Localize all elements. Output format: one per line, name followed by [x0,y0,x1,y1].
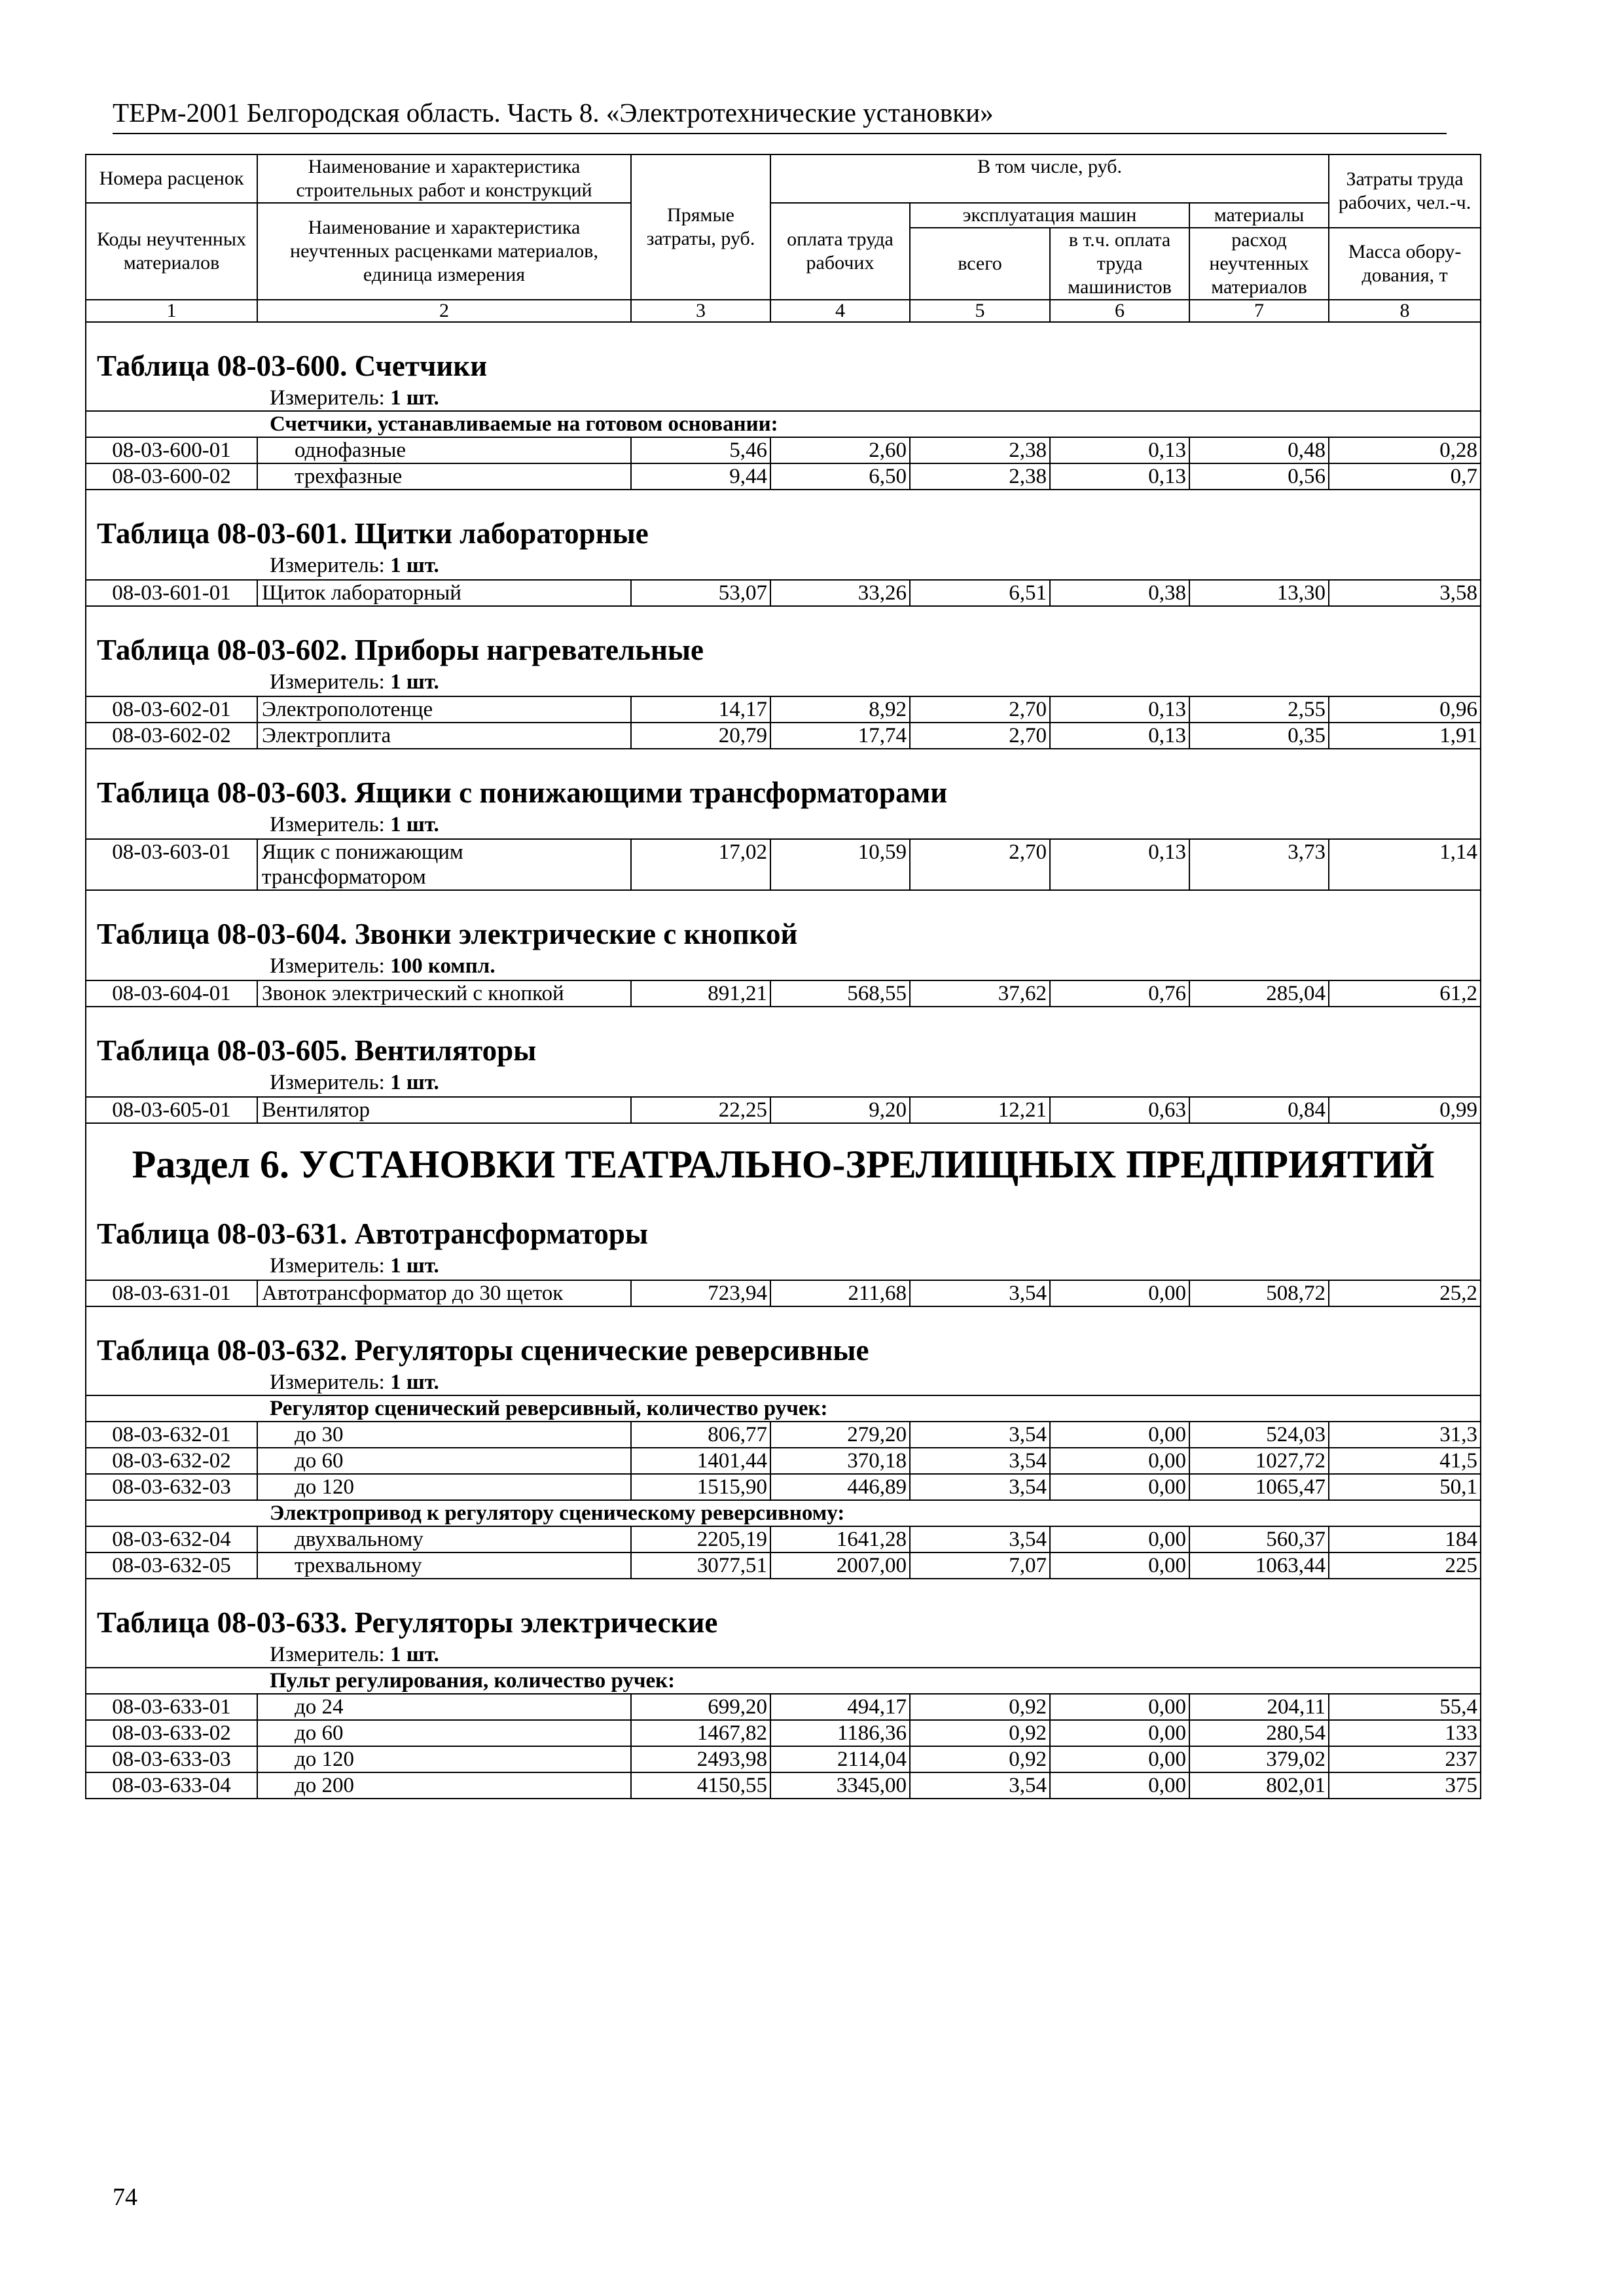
value-c4: 1186,36 [770,1720,910,1746]
unit-label: Измеритель: [270,386,385,410]
col-number: 6 [1050,300,1189,322]
group-label: Электропривод к регулятору сценическому реверсивному: [86,1500,1481,1526]
table-title: Таблица 08-03-600. Счетчики [86,322,1481,386]
value-c6: 0,00 [1050,1746,1189,1772]
machines-header: эксплуатация машин [910,203,1189,228]
value-c3: 3077,51 [631,1552,770,1579]
value-c4: 10,59 [770,839,910,890]
value-c6: 0,13 [1050,437,1189,463]
rate-name: Звонок электрический с кнопкой [257,980,631,1007]
unit-line [86,553,1481,578]
rate-code: 08-03-604-01 [86,980,257,1007]
value-c5: 37,62 [910,980,1050,1007]
rate-name: двухвальному [257,1526,631,1552]
unit-line [86,812,1481,837]
table-title: Таблица 08-03-632. Регуляторы сценические реверсивные [86,1306,1481,1370]
rate-code: 08-03-632-04 [86,1526,257,1552]
unit-value: 1 шт. [390,1371,439,1394]
value-c8: 0,99 [1329,1097,1481,1123]
value-c7: 3,73 [1189,839,1329,890]
value-c7: 1063,44 [1189,1552,1329,1579]
value-c7: 280,54 [1189,1720,1329,1746]
rate-code: 08-03-631-01 [86,1280,257,1306]
running-header: ТЕРм-2001 Белгородская область. Часть 8. «Электротехнические установки» [113,98,994,128]
value-c3: 14,17 [631,696,770,723]
table-header [86,154,1481,322]
rate-code: 08-03-632-03 [86,1474,257,1500]
value-c5: 7,07 [910,1552,1050,1579]
value-c8: 0,7 [1329,463,1481,490]
value-c6: 0,00 [1050,1526,1189,1552]
value-c8: 237 [1329,1746,1481,1772]
value-c4: 2114,04 [770,1746,910,1772]
value-c3: 723,94 [631,1280,770,1306]
table-row [86,1526,1481,1552]
value-c5: 3,54 [910,1448,1050,1474]
value-c8: 3,58 [1329,580,1481,606]
table-row [86,696,1481,723]
unit-line [86,386,1481,411]
value-c7: 524,03 [1189,1422,1329,1448]
value-c4: 446,89 [770,1474,910,1500]
value-c6: 0,00 [1050,1552,1189,1579]
col-number: 8 [1329,300,1481,322]
value-c5: 3,54 [910,1280,1050,1306]
value-c5: 2,70 [910,696,1050,723]
table-title: Таблица 08-03-633. Регуляторы электрические [86,1579,1481,1642]
value-c5: 2,70 [910,839,1050,890]
rate-name: Автотрансформатор до 30 щеток [257,1280,631,1306]
value-c3: 20,79 [631,723,770,749]
value-c5: 3,54 [910,1422,1050,1448]
value-c7: 0,48 [1189,437,1329,463]
price-table [85,154,1481,1799]
value-c7: 0,56 [1189,463,1329,490]
unit-value: 1 шт. [390,386,439,410]
unit-label: Измеритель: [270,554,385,577]
value-c6: 0,38 [1050,580,1189,606]
page-number: 74 [113,2183,137,2211]
rate-name: до 60 [257,1720,631,1746]
group-label: Пульт регулирования, количество ручек: [86,1668,1481,1694]
unit-value: 1 шт. [390,670,439,694]
unit-line [86,954,1481,978]
col1-top: Номера расценок [86,154,257,203]
value-c7: 1027,72 [1189,1448,1329,1474]
value-c4: 8,92 [770,696,910,723]
value-c3: 891,21 [631,980,770,1007]
col-number: 2 [257,300,631,322]
value-c4: 6,50 [770,463,910,490]
value-c8: 0,96 [1329,696,1481,723]
table-row [86,839,1481,890]
value-c8: 375 [1329,1772,1481,1799]
value-c6: 0,00 [1050,1474,1189,1500]
value-c7: 0,35 [1189,723,1329,749]
value-c5: 6,51 [910,580,1050,606]
table-row [86,1720,1481,1746]
value-c6: 0,00 [1050,1422,1189,1448]
value-c3: 53,07 [631,580,770,606]
rate-name: до 200 [257,1772,631,1799]
value-c8: 1,14 [1329,839,1481,890]
unit-label: Измеритель: [270,1643,385,1666]
value-c4: 9,20 [770,1097,910,1123]
value-c3: 1401,44 [631,1448,770,1474]
materials-header: материалы [1189,203,1329,228]
value-c8: 41,5 [1329,1448,1481,1474]
col-number: 3 [631,300,770,322]
value-c6: 0,00 [1050,1280,1189,1306]
value-c6: 0,13 [1050,839,1189,890]
value-c6: 0,63 [1050,1097,1189,1123]
table-body [86,322,1481,1799]
value-c3: 806,77 [631,1422,770,1448]
value-c8: 184 [1329,1526,1481,1552]
group-label: Счетчики, устанавливаемые на готовом основании: [86,411,1481,437]
rate-code: 08-03-605-01 [86,1097,257,1123]
unit-value: 1 шт. [390,1071,439,1094]
table-row [86,1746,1481,1772]
rate-code: 08-03-632-02 [86,1448,257,1474]
rate-name: однофазные [257,437,631,463]
value-c5: 3,54 [910,1526,1050,1552]
unit-value: 100 компл. [390,954,496,978]
value-c7: 285,04 [1189,980,1329,1007]
rate-name: до 30 [257,1422,631,1448]
value-c5: 0,92 [910,1694,1050,1720]
value-c3: 5,46 [631,437,770,463]
unit-label: Измеритель: [270,813,385,836]
rate-name: Ящик с понижающим трансформатором [257,839,631,890]
rate-name: трехфазные [257,463,631,490]
table-title: Таблица 08-03-602. Приборы нагревательные [86,606,1481,670]
unit-label: Измеритель: [270,670,385,694]
col1-bottom: Коды неучтенных материалов [86,203,257,300]
col7-header: расход неучтенных материалов [1189,228,1329,300]
table-title: Таблица 08-03-601. Щитки лабораторные [86,490,1481,553]
col-number: 7 [1189,300,1329,322]
table-row [86,1474,1481,1500]
table-row [86,1552,1481,1579]
value-c3: 1467,82 [631,1720,770,1746]
value-c5: 12,21 [910,1097,1050,1123]
rate-code: 08-03-603-01 [86,839,257,890]
value-c8: 61,2 [1329,980,1481,1007]
value-c6: 0,13 [1050,696,1189,723]
value-c7: 0,84 [1189,1097,1329,1123]
unit-label: Измеритель: [270,1371,385,1394]
value-c6: 0,00 [1050,1720,1189,1746]
value-c3: 22,25 [631,1097,770,1123]
col-number: 5 [910,300,1050,322]
unit-value: 1 шт. [390,813,439,836]
value-c6: 0,76 [1050,980,1189,1007]
unit-label: Измеритель: [270,1254,385,1278]
value-c4: 1641,28 [770,1526,910,1552]
incl-header: В том числе, руб. [770,154,1329,203]
value-c6: 0,13 [1050,463,1189,490]
value-c7: 204,11 [1189,1694,1329,1720]
value-c3: 4150,55 [631,1772,770,1799]
rate-code: 08-03-633-02 [86,1720,257,1746]
value-c4: 2007,00 [770,1552,910,1579]
value-c5: 2,38 [910,437,1050,463]
rate-name: Щиток лабораторный [257,580,631,606]
table-row [86,580,1481,606]
value-c4: 33,26 [770,580,910,606]
value-c5: 3,54 [910,1474,1050,1500]
table-row [86,723,1481,749]
unit-line [86,1070,1481,1095]
table-title: Таблица 08-03-604. Звонки электрические с кнопкой [86,890,1481,954]
col2-bottom: Наименование и характеристика неучтенных расценками материалов, единица измерения [257,203,631,300]
value-c7: 560,37 [1189,1526,1329,1552]
table-title: Таблица 08-03-605. Вентиляторы [86,1007,1481,1070]
table-row [86,1772,1481,1799]
unit-line [86,1253,1481,1278]
value-c4: 370,18 [770,1448,910,1474]
unit-value: 1 шт. [390,1643,439,1666]
value-c3: 2205,19 [631,1526,770,1552]
value-c8: 31,3 [1329,1422,1481,1448]
rate-code: 08-03-632-05 [86,1552,257,1579]
rate-name: Электроплита [257,723,631,749]
unit-value: 1 шт. [390,554,439,577]
unit-line [86,670,1481,694]
value-c8: 225 [1329,1552,1481,1579]
rate-name: до 120 [257,1746,631,1772]
unit-value: 1 шт. [390,1254,439,1278]
col3-header: Прямые затраты, руб. [631,154,770,300]
table-title: Таблица 08-03-631. Автотрансформаторы [86,1191,1481,1253]
rate-code: 08-03-602-01 [86,696,257,723]
table-title: Таблица 08-03-603. Ящики с понижающими трансформаторами [86,749,1481,812]
col8-top: Затраты труда рабочих, чел.-ч. [1329,154,1481,228]
value-c4: 17,74 [770,723,910,749]
rate-name: до 60 [257,1448,631,1474]
rate-code: 08-03-601-01 [86,580,257,606]
unit-line [86,1642,1481,1668]
value-c7: 1065,47 [1189,1474,1329,1500]
table-row [86,1694,1481,1720]
table-row [86,1280,1481,1306]
rate-name: Электрополотенце [257,696,631,723]
value-c4: 568,55 [770,980,910,1007]
value-c8: 0,28 [1329,437,1481,463]
value-c7: 2,55 [1189,696,1329,723]
value-c5: 2,38 [910,463,1050,490]
value-c8: 25,2 [1329,1280,1481,1306]
rate-code: 08-03-633-04 [86,1772,257,1799]
table-row [86,980,1481,1007]
value-c3: 1515,90 [631,1474,770,1500]
col4-header: оплата труда рабочих [770,203,910,300]
header-rule [113,133,1447,134]
value-c3: 2493,98 [631,1746,770,1772]
unit-label: Измеритель: [270,954,385,978]
value-c6: 0,13 [1050,723,1189,749]
rate-name: Вентилятор [257,1097,631,1123]
value-c3: 699,20 [631,1694,770,1720]
value-c5: 0,92 [910,1720,1050,1746]
value-c4: 2,60 [770,437,910,463]
rate-code: 08-03-600-01 [86,437,257,463]
col2-top: Наименование и характеристика строительных работ и конструкций [257,154,631,203]
group-label: Регулятор сценический реверсивный, количество ручек: [86,1395,1481,1422]
rate-name: до 120 [257,1474,631,1500]
table-row [86,1097,1481,1123]
value-c6: 0,00 [1050,1448,1189,1474]
value-c4: 279,20 [770,1422,910,1448]
value-c5: 3,54 [910,1772,1050,1799]
value-c6: 0,00 [1050,1772,1189,1799]
value-c7: 379,02 [1189,1746,1329,1772]
rate-name: до 24 [257,1694,631,1720]
table-row [86,1448,1481,1474]
value-c8: 50,1 [1329,1474,1481,1500]
col-number: 4 [770,300,910,322]
rate-name: трехвальному [257,1552,631,1579]
value-c4: 211,68 [770,1280,910,1306]
table-row [86,463,1481,490]
value-c4: 494,17 [770,1694,910,1720]
table-row [86,437,1481,463]
rate-code: 08-03-600-02 [86,463,257,490]
value-c8: 1,91 [1329,723,1481,749]
value-c3: 17,02 [631,839,770,890]
unit-line [86,1370,1481,1395]
section-heading: Раздел 6. УСТАНОВКИ ТЕАТРАЛЬНО-ЗРЕЛИЩНЫХ ПРЕДПРИЯТИЙ [86,1123,1481,1191]
unit-label: Измеритель: [270,1071,385,1094]
value-c5: 0,92 [910,1746,1050,1772]
value-c3: 9,44 [631,463,770,490]
value-c4: 3345,00 [770,1772,910,1799]
value-c8: 55,4 [1329,1694,1481,1720]
value-c5: 2,70 [910,723,1050,749]
rate-code: 08-03-633-01 [86,1694,257,1720]
value-c7: 802,01 [1189,1772,1329,1799]
col5-header: всего [910,228,1050,300]
table-row [86,1422,1481,1448]
value-c7: 13,30 [1189,580,1329,606]
value-c6: 0,00 [1050,1694,1189,1720]
rate-code: 08-03-632-01 [86,1422,257,1448]
col8-bottom: Масса обору-дования, т [1329,228,1481,300]
rate-code: 08-03-633-03 [86,1746,257,1772]
col6-header: в т.ч. оплата труда машинистов [1050,228,1189,300]
value-c7: 508,72 [1189,1280,1329,1306]
value-c8: 133 [1329,1720,1481,1746]
rate-code: 08-03-602-02 [86,723,257,749]
col-number: 1 [86,300,257,322]
